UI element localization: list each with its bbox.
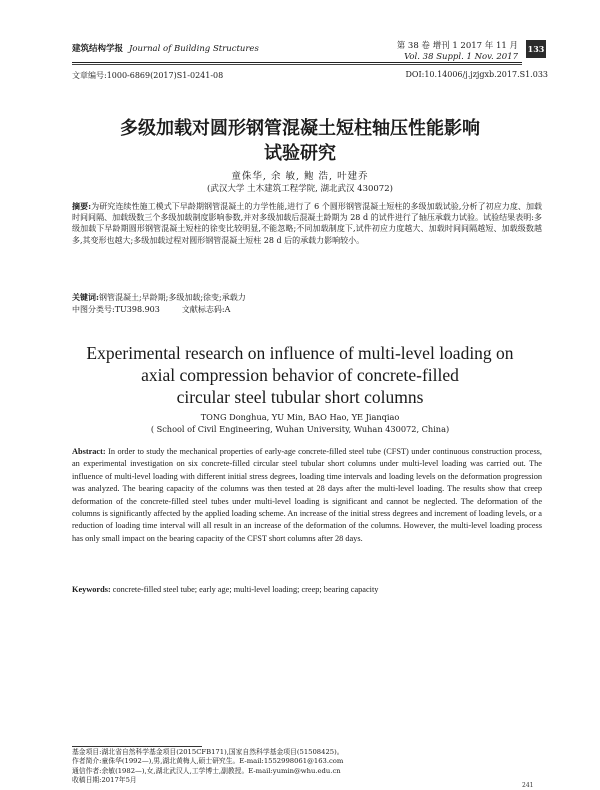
authors-en: TONG Donghua, YU Min, BAO Hao, YE Jianqiao xyxy=(200,412,400,422)
doc-code-label: 文献标志码: xyxy=(181,305,225,314)
journal-header-right xyxy=(397,41,518,63)
footnote-received: 收稿日期:2017年5月 xyxy=(72,776,137,785)
journal-header-left xyxy=(72,44,259,55)
abstract-en-label: Abstract: xyxy=(72,447,106,456)
title-cn xyxy=(60,116,540,166)
clc-label: 中图分类号: xyxy=(72,305,115,314)
header-rule-thin xyxy=(72,64,522,65)
affiliation-en: ( School of Civil Engineering, Wuhan University, Wuhan 430072, China) xyxy=(150,424,450,434)
header-rule xyxy=(72,62,522,63)
abstract-cn-text: 为研究连续性施工模式下早龄期钢管混凝土的力学性能,进行了 6 个圆形钢管混凝土短柱的多级加载试验,分析了初应力度、加载时间间隔、加载级数三个多级加载制度影响参数,并对多级加载后混凝土龄期为 28 d 的试件进行了轴压承载力试验。试验结果表明:多级加载下早龄期圆形钢管混凝土短柱的徐变比较明显,不能忽略;不同加载制度下,试件初应力度越大、加载时间间隔越短、加载级数越多,其变形也越大;多级加载过程对圆形钢管混凝土短柱 28 d 后的承载力影响较小。 xyxy=(72,202,543,245)
keywords-en xyxy=(72,584,542,596)
journal-name-en: Journal of Building Structures xyxy=(129,44,259,54)
title-en-line3: circular steel tubular short columns xyxy=(176,387,424,407)
keywords-cn xyxy=(72,292,542,303)
journal-name-cn: 建筑结构学报 xyxy=(72,44,124,54)
page-badge: 133 xyxy=(526,40,546,58)
page-corner-number: 241 xyxy=(522,782,534,789)
title-en-line1: Experimental research on influence of multi-level loading on xyxy=(86,343,514,363)
footnote-rule xyxy=(72,746,202,747)
volume-en: Vol. 38 Suppl. 1 Nov. 2017 xyxy=(404,52,518,62)
affiliation-cn: (武汉大学 土木建筑工程学院, 湖北武汉 430072) xyxy=(207,184,393,194)
footnotes xyxy=(72,748,542,786)
abstract-en-text: In order to study the mechanical properties of early-age concrete-filled steel tube (CFST) under continuous construction process, an experimental investigation on six concrete-filled circular steel tubular short columns under multi-level loading was carried out. The influence of multi-level loading with different initial stress degrees, loading time intervals and loading levels on the deformation progression was analyzed. The bearing capacity of the columns was then tested at 28 days after the multi-level loading. The results show that creep deformation of the concrete-filled steel tubes under multi-level loading is significant and cannot be neglected. The deformation of the columns is significantly affected by the applied loading scheme. An increase of the initial stress degrees and increment of loading levels, or a reduction of loading time interval will all result in an increase of the deformation of the columns. However, the multi-level loading process has only small impact on the bearing capacity of the CFST short columns after 28 days. xyxy=(72,447,542,543)
doi: DOI:10.14006/j.jzjgxb.2017.S1.033 xyxy=(405,70,548,79)
volume-cn: 第 38 卷 增刊 1 2017 年 11 月 xyxy=(396,41,518,51)
footnote-author: 作者简介:童侏华(1992—),男,湖北黄梅人,硕士研究生。E-mail:1552998061@163.com xyxy=(72,757,344,766)
clc-code: TU398.903 xyxy=(114,305,160,314)
title-en-line2: axial compression behavior of concrete-filled xyxy=(141,365,459,385)
title-cn-line2: 试验研究 xyxy=(264,143,336,164)
title-en xyxy=(50,342,550,408)
abstract-cn xyxy=(72,201,542,246)
abstract-cn-label: 摘要: xyxy=(72,201,92,211)
article-number: 文章编号:1000-6869(2017)S1-0241-08 xyxy=(72,71,224,80)
keywords-cn-text: 钢管混凝土;早龄期;多级加载;徐变;承载力 xyxy=(98,293,246,302)
keywords-en-label: Keywords: xyxy=(72,585,111,594)
keywords-cn-label: 关键词: xyxy=(72,292,99,302)
keywords-en-text: concrete-filled steel tube; early age; multi-level loading; creep; bearing capacity xyxy=(112,585,379,594)
authors-cn: 童侏华, 余 敏, 鲍 浩, 叶建乔 xyxy=(231,171,369,182)
title-cn-line1: 多级加载对圆形钢管混凝土短柱轴压性能影响 xyxy=(120,118,480,139)
doc-code: A xyxy=(224,305,231,314)
classification-line xyxy=(72,304,230,315)
footnote-fund: 基金项目:湖北省自然科学基金项目(2015CFB171),国家自然科学基金项目(51508425)。 xyxy=(72,748,344,756)
abstract-en xyxy=(72,446,542,545)
footnote-corresponding: 通信作者:余敏(1982—),女,湖北武汉人,工学博士,副教授。E-mail:yumin@whu.edu.cn xyxy=(72,766,341,775)
